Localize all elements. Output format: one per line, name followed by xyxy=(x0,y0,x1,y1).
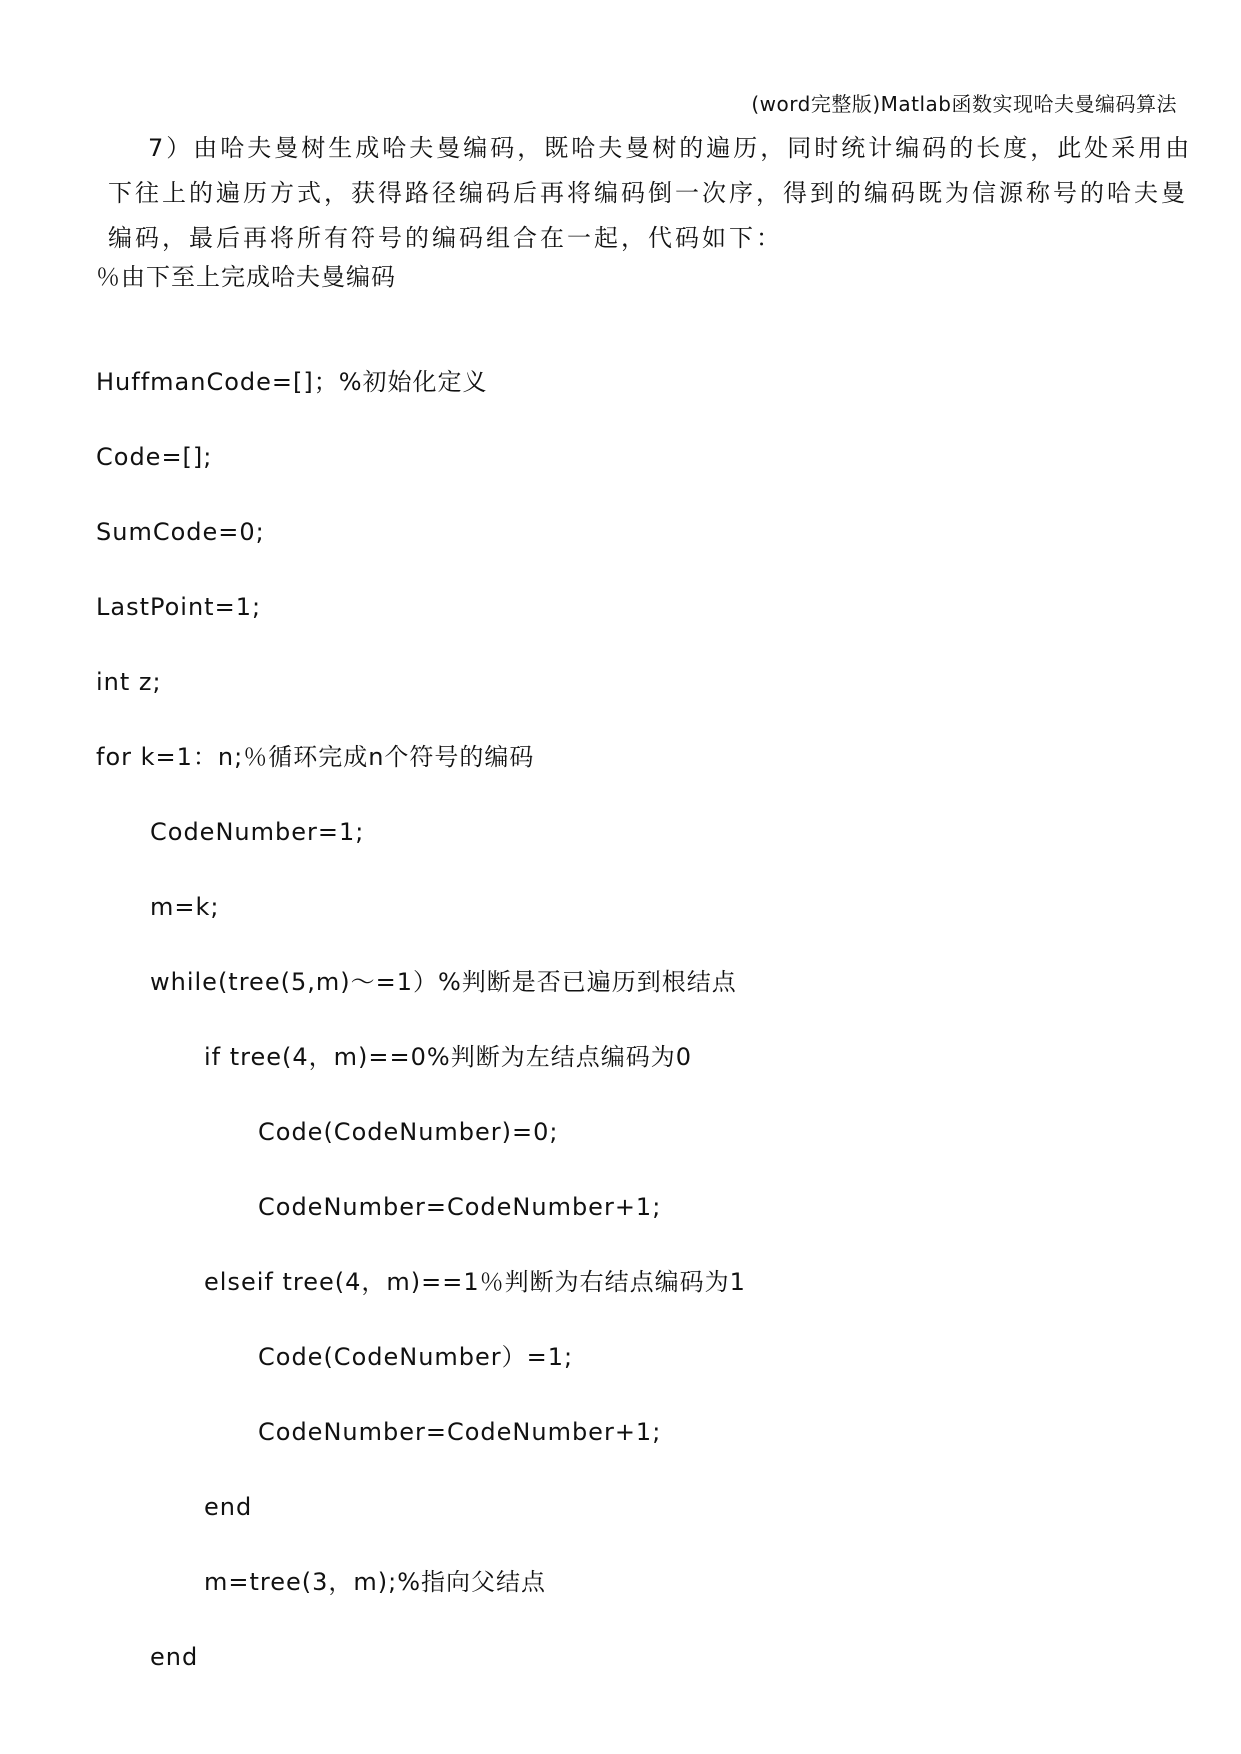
code-line: elseif tree(4，m)==1％判断为右结点编码为1 xyxy=(204,1268,746,1296)
code-line: LastPoint=1; xyxy=(96,593,262,621)
code-line: Code(CodeNumber)=0; xyxy=(258,1118,559,1146)
code-line: Code=[]; xyxy=(96,443,213,471)
code-line: end xyxy=(150,1643,199,1671)
code-line: for k=1：n;％循环完成n个符号的编码 xyxy=(96,743,535,771)
code-line: CodeNumber=CodeNumber+1; xyxy=(258,1418,662,1446)
page-header: (word完整版)Matlab函数实现哈夫曼编码算法 xyxy=(751,92,1177,116)
code-line: HuffmanCode=[]；%初始化定义 xyxy=(96,368,488,396)
code-line: Code(CodeNumber）=1; xyxy=(258,1343,574,1371)
code-line: CodeNumber=CodeNumber+1; xyxy=(258,1193,662,1221)
intro-line: 下往上的遍历方式，获得路径编码后再将编码倒一次序，得到的编码既为信源称号的哈夫曼 xyxy=(108,179,1188,207)
code-line: end xyxy=(204,1493,253,1521)
code-line: int z; xyxy=(96,668,162,696)
code-line: CodeNumber=1; xyxy=(150,818,365,846)
intro-line: 7）由哈夫曼树生成哈夫曼编码，既哈夫曼树的遍历，同时统计编码的长度，此处采用由 xyxy=(148,134,1193,162)
code-line: m=tree(3，m);%指向父结点 xyxy=(204,1568,547,1596)
intro-line: 编码，最后再将所有符号的编码组合在一起，代码如下： xyxy=(108,224,783,252)
code-line: m=k; xyxy=(150,893,220,921)
code-comment-line: ％由下至上完成哈夫曼编码 xyxy=(96,263,396,291)
code-line: if tree(4，m)==0%判断为左结点编码为0 xyxy=(204,1043,692,1071)
code-line: while(tree(5,m)～=1）%判断是否已遍历到根结点 xyxy=(150,968,737,996)
code-line: SumCode=0; xyxy=(96,518,265,546)
